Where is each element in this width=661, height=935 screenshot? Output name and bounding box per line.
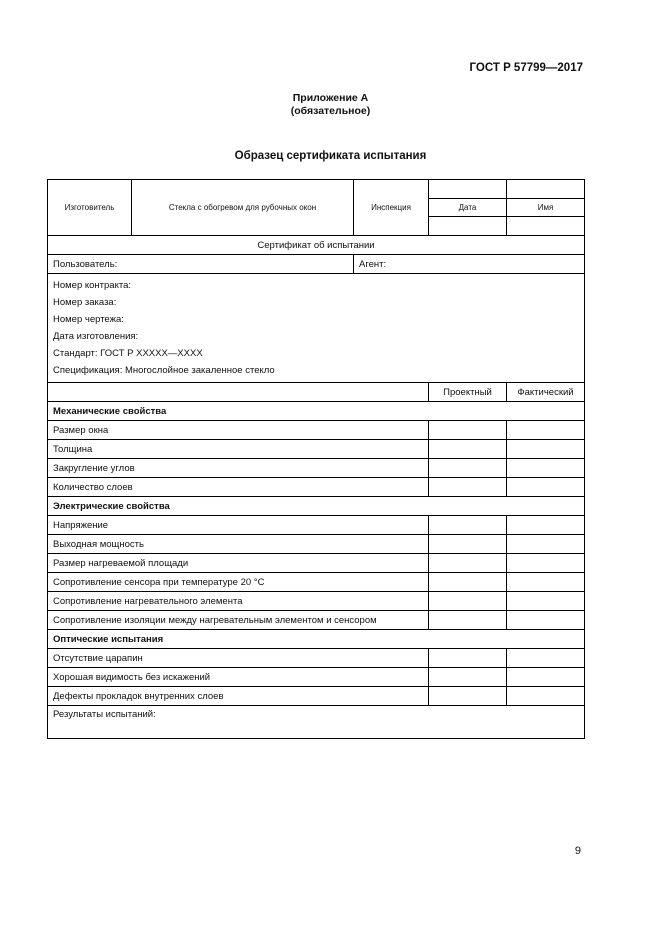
table-row <box>48 611 585 630</box>
design-value-cell <box>429 668 507 687</box>
row-label: Отсутствие царапин <box>48 649 429 668</box>
name-label: Имя <box>507 199 585 217</box>
table-row <box>48 459 585 478</box>
actual-value-cell <box>507 668 585 687</box>
table-row <box>48 554 585 573</box>
actual-value-cell <box>507 421 585 440</box>
actual-value-cell <box>507 611 585 630</box>
row-label: Толщина <box>48 440 429 459</box>
section-row <box>48 497 585 516</box>
design-value-cell <box>429 573 507 592</box>
section-row <box>48 402 585 421</box>
row-label: Размер нагреваемой площади <box>48 554 429 573</box>
column-header-row <box>48 383 585 402</box>
row-label: Напряжение <box>48 516 429 535</box>
table-row <box>48 592 585 611</box>
table-row <box>48 668 585 687</box>
results-label: Результаты испытаний: <box>48 706 585 739</box>
specification: Спецификация: Многослойное закаленное стекло <box>53 365 275 376</box>
section-optical: Оптические испытания <box>48 630 585 649</box>
info-row <box>48 274 585 383</box>
actual-value-cell <box>507 478 585 497</box>
table-row <box>48 421 585 440</box>
row-label: Количество слоев <box>48 478 429 497</box>
user-agent-row <box>48 255 585 274</box>
row-label: Выходная мощность <box>48 535 429 554</box>
actual-value-cell <box>507 573 585 592</box>
blank-cell <box>48 383 429 402</box>
row-label: Дефекты прокладок внутренних слоев <box>48 687 429 706</box>
table-row <box>48 573 585 592</box>
table-row <box>48 478 585 497</box>
manufacturer-label: Изготовитель <box>48 180 132 236</box>
name-top-cell <box>507 180 585 199</box>
annex-title: Приложение А <box>292 92 369 104</box>
design-value-cell <box>429 611 507 630</box>
table-row <box>48 649 585 668</box>
certificate-label-row <box>48 236 585 255</box>
row-label: Размер окна <box>48 421 429 440</box>
design-value-cell <box>429 649 507 668</box>
agent-label: Агент: <box>354 255 585 274</box>
design-value-cell <box>429 535 507 554</box>
design-value-cell <box>429 440 507 459</box>
actual-value-cell <box>507 516 585 535</box>
design-value-cell <box>429 592 507 611</box>
row-label: Хорошая видимость без искажений <box>48 668 429 687</box>
product-name: Стекла с обогревом для рубочных окон <box>132 180 354 236</box>
name-value-cell <box>507 217 585 236</box>
date-label: Дата <box>429 199 507 217</box>
section-electrical: Электрические свойства <box>48 497 585 516</box>
actual-value-cell <box>507 459 585 478</box>
table-row <box>48 440 585 459</box>
row-label: Сопротивление изоляции между нагревательным элементом и сенсором <box>48 611 429 630</box>
results-row <box>48 706 585 739</box>
form-title: Образец сертификата испытания <box>234 150 427 162</box>
design-value-cell <box>429 421 507 440</box>
table-row <box>48 516 585 535</box>
actual-column-header: Фактический <box>507 383 585 402</box>
actual-value-cell <box>507 554 585 573</box>
order-number: Номер заказа: <box>53 297 117 308</box>
contract-number: Номер контракта: <box>53 280 132 291</box>
user-label: Пользователь: <box>48 255 354 274</box>
certificate-label: Сертификат об испытании <box>48 236 585 255</box>
design-value-cell <box>429 687 507 706</box>
design-value-cell <box>429 478 507 497</box>
table-row <box>48 535 585 554</box>
header-row <box>48 180 585 199</box>
design-value-cell <box>429 516 507 535</box>
actual-value-cell <box>507 649 585 668</box>
page-number: 9 <box>574 845 581 857</box>
document-code: ГОСТ Р 57799—2017 <box>469 62 583 74</box>
section-mechanical: Механические свойства <box>48 402 585 421</box>
certificate-table <box>47 179 585 739</box>
design-value-cell <box>429 554 507 573</box>
annex-subtitle: (обязательное) <box>290 105 371 117</box>
design-value-cell <box>429 459 507 478</box>
date-top-cell <box>429 180 507 199</box>
date-value-cell <box>429 217 507 236</box>
row-label: Сопротивление нагревательного элемента <box>48 592 429 611</box>
actual-value-cell <box>507 440 585 459</box>
table-row <box>48 687 585 706</box>
inspection-label: Инспекция <box>354 180 429 236</box>
section-row <box>48 630 585 649</box>
actual-value-cell <box>507 687 585 706</box>
standard: Стандарт: ГОСТ Р XXXXX—XXXX <box>53 348 203 359</box>
row-label: Закругление углов <box>48 459 429 478</box>
order-info <box>48 274 585 383</box>
actual-value-cell <box>507 592 585 611</box>
annex-heading <box>0 92 661 118</box>
row-label: Сопротивление сенсора при температуре 20 °C <box>48 573 429 592</box>
actual-value-cell <box>507 535 585 554</box>
manufacture-date: Дата изготовления: <box>53 331 139 342</box>
drawing-number: Номер чертежа: <box>53 314 124 325</box>
design-column-header: Проектный <box>429 383 507 402</box>
